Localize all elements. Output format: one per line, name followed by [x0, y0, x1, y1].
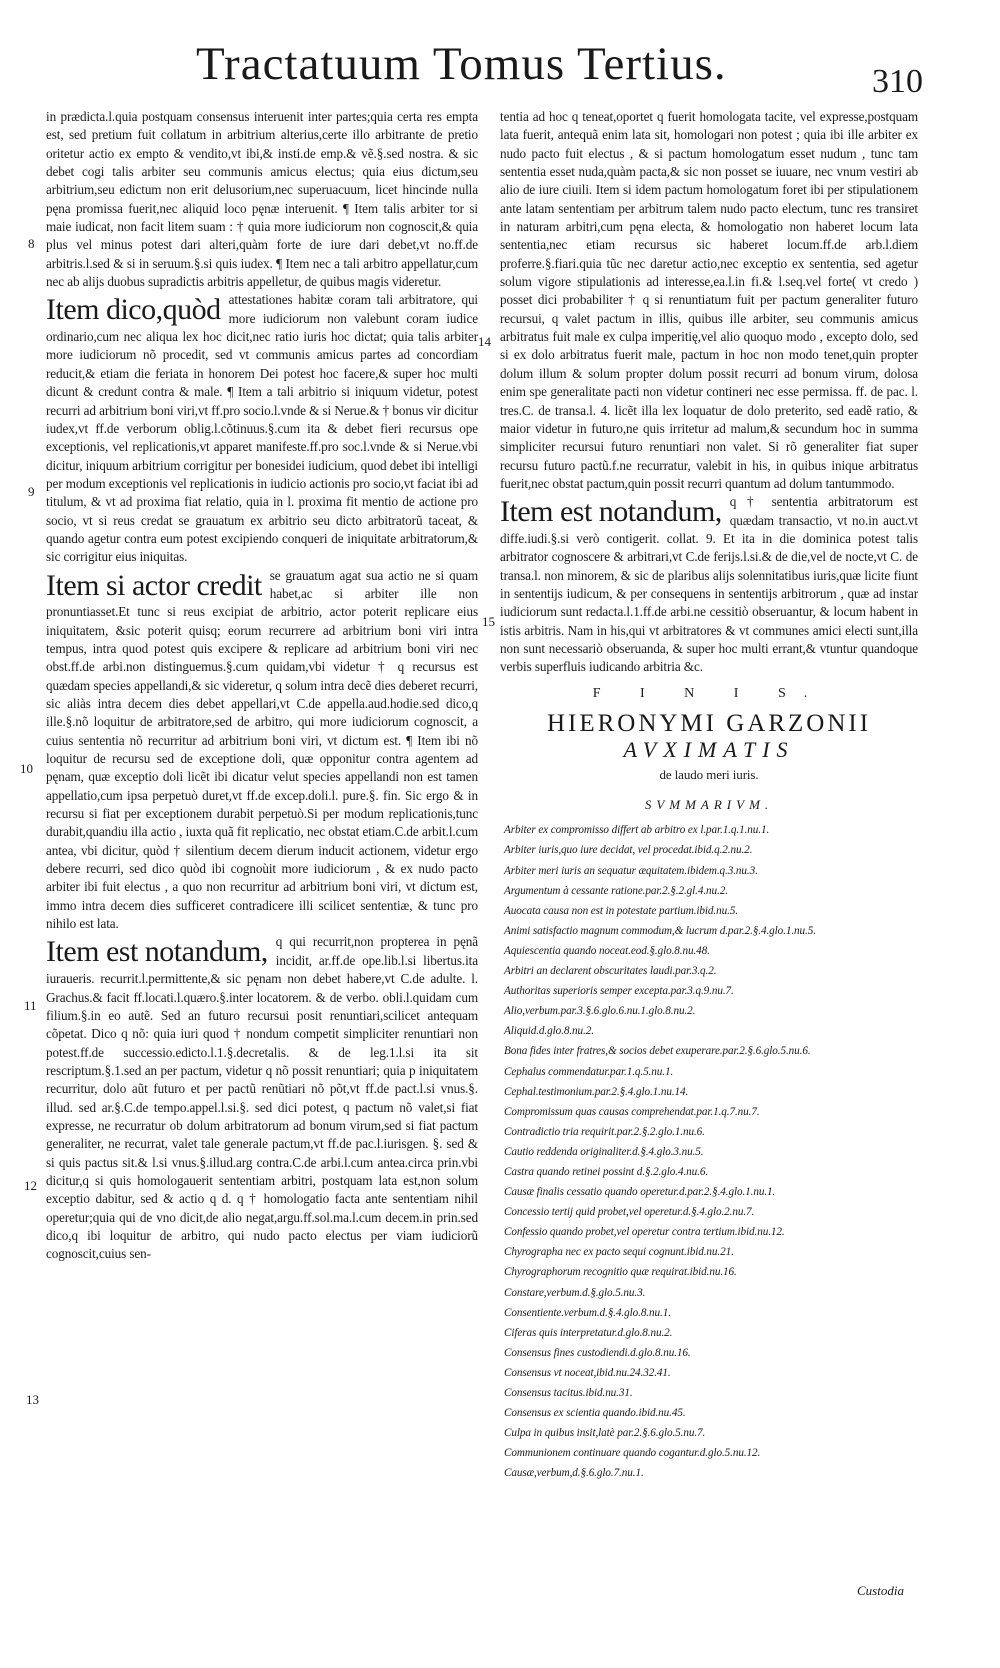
index-entry: Causæ,verbum,d.§.6.glo.7.nu.1.	[504, 1467, 644, 1480]
index-entry: Concessio tertij quid probet,vel operetur.d.§.4.glo.2.nu.7.	[504, 1206, 755, 1219]
margin-number: 10	[20, 761, 33, 776]
margin-number: 13	[26, 1392, 39, 1407]
index-entry: Animi satisfactio magnum commodum,& lucrum d.par.2.§.4.glo.1.nu.5.	[504, 924, 816, 937]
summary-index	[500, 820, 918, 1483]
margin-number: 9	[28, 484, 35, 499]
index-entry: Confessio quando probet,vel operetur contra tertium.ibid.nu.12.	[504, 1226, 785, 1239]
index-entry: Chyrographa nec ex pacto sequi cognunt.ibid.nu.21.	[504, 1246, 734, 1259]
paragraph-text: q † sententia arbitratorum est quædam transactio, vt no.in auct.vt diffe.iudi.§.si verò contigerit. collat. 9. Et ita in die dominica potest talis arbitrator cognoscere & arbitrari,vt C.de ferijs.l.si.& de die,vel de nocte,vt C. de transa.l. non minorem, & sic de plaribus alijs solennitatibus iuris,quæ licite fiunt in sententijs iudicum, & per consequens in sententijs arbitrorum , quæ ad instar iudiciorum sunt redacta.l.1.ff.de arbi.ne cessitiò obseruantur, & locum habent in istis arbitris. Nam in his,qui vt arbitratores & vt communes amici electi sunt,illa non sunt necessariò obseruanda, & super hoc multi errant,& vtuntur quandoque verbis superfluis iudicando arbitria &c.	[500, 494, 918, 675]
index-entry: Arbiter iuris,quo iure decidat, vel procedat.ibid.q.2.nu.2.	[504, 844, 753, 857]
left-column	[46, 108, 478, 1264]
summarium-heading: SVMMARIVM.	[644, 797, 774, 813]
index-entry: Argumentum à cessante ratione.par.2.§.2.gl.4.nu.2.	[504, 884, 728, 897]
author-origin: AVXIMATIS	[623, 737, 795, 763]
index-entry: Communionem continuare quando cogantur.d.glo.5.nu.12.	[504, 1447, 761, 1460]
page-number: 310	[872, 63, 923, 100]
right-column	[500, 108, 918, 1483]
index-entry: Compromissum quas causas comprehendat.par.1.q.7.nu.7.	[504, 1105, 760, 1118]
margin-number: 12	[24, 1178, 37, 1193]
index-entry: Consensus ex scientia quando.ibid.nu.45.	[504, 1407, 686, 1420]
index-entry: Alio,verbum.par.3.§.6.glo.6.nu.1.glo.8.nu.2.	[504, 1005, 696, 1018]
index-entry: Consensus vt noceat,ibid.nu.24.32.41.	[504, 1366, 671, 1379]
paragraph-lead: Item est notandum,	[46, 935, 268, 969]
margin-number: 11	[24, 998, 37, 1013]
index-entry: Arbiter ex compromisso differt ab arbitro ex l.par.1.q.1.nu.1.	[504, 824, 770, 837]
paragraph-lead: Item est notandum,	[500, 495, 722, 529]
paragraph-text: q qui recurrit,non propterea in pęnã incidit, ar.ff.de ope.lib.l.si libertus.ita iuraueris. recurrit.l.permittente,& sic pęnam non debet habere,vt C.de adulte. l. Grachus.& facit ff.locati.l.quæro.§.inter locatorem. & de verbo. obli.l.quidam cum filium.§.in eo autẽ. Sed an futuro recursui posit renuntiari,scilicet antequam cõpetat. Dico q nõ: quia iuri quod † nondum competit simpliciter renuntiari non potest.ff.de successio.edicto.l.1.§.decretalis. & de leg.1.l.si ita sit rescriptum.§.1.sed an per pactum, videtur q nõ possit renuntiari; quia p iniquitatem recurritur, dolo aũt futuro et per pactũ renũtiari nõ põt,vt ff.de pact.l.si vnus.§. illud. sed ar.§.C.de tempo.appel.l.si.§. sed dici potest, q pactum nõ valet,si fiat expresse, ne recurratur ob dolum arbitratorum ad bonum virum,sed si fiat pactum generaliter, ne recurrat, valet tale generale pactum,vt ff.de pac.l.iurisgen. §. sed & si quis pactus sit.& l.si vnus.§.illud.arg contra.C.de arbi.l.cum antea.circa prin.vbi dicitur,q si quis homologauerit sententiam arbitri, postquam lata est,non solum exceptio dabitur, sed & actio q d. q † homologatio facta ante sententiam nihil operetur;quia qui de vno dicit,de alio negat,argu.ff.sol.ma.l.cum decem.in prin.sed dico,q ibi loquitur de arbitro, qui nudo pacto electus per viam iudiciorũ cognoscit,cuius sen-	[46, 934, 478, 1262]
index-entry: Aliquid.d.glo.8.nu.2.	[504, 1025, 594, 1038]
index-entry: Cephalus commendatur.par.1.q.5.nu.1.	[504, 1065, 674, 1078]
index-entry: Consensus fines custodiendi.d.glo.8.nu.16.	[504, 1346, 691, 1359]
paragraph-lead: Item dico,quòd	[46, 293, 221, 327]
paragraph: tentia ad hoc q teneat,oportet q fuerit homologata tacite, vel expresse,postquam lata fuerit, antequã enim lata sit, homologari non potest ; quia ibi ille arbiter ex nudo pacto fuit electus , & si pactum homologatum esset nudum , tunc tam sententia esset nuda,quàm pacta,& sic non posset se iuuare, nec vnum vestiri ab alio de iure ciuili. Item si idem pactum homologatum foret ibi per stipulationem ante latam sententiam per arbitrum talem nudo pacto electum, tunc res transiret in naturam arbitri,cum pęna electa, & homologatio non haberet locum lata sententia,nec etiam recursus sic haberet locum.ff.de arb.l.diem proferre.§.fiari.quia tũc nec daretur actio,nec exceptio ex sententia, sed agetur solum vigore stipulationis ad interesse,ea.l.in fi.& l.seq.vel forte( vt credo ) posset dici probabiliter † q si renuntiatum fuit per pactum generaliter futuro recursui, q valet pactum in illis, quibus ille arbiter, seu communis amicus arbitratus fuit male ex culpa imperitię,vel alio quoquo modo , excepto dolo, sed si ex dolo arbitratus fuerit male, pactum in hoc non modo tenet,quin propter dolum illum & solum propter dolum possit recurri ad bonum virum, dolosa enim spe generalitate pacti non videtur contineri nec esse permissa. ff. de pac. l. tres.C. de transa.l. 4. licẽt illa lex loquatur de dolo preterito, sed eadẽ ratio, & maior videtur in futuro,ne quis irritetur ad malum,& secundum hoc in summa simpliciter recursui futuro renuntiari non valet. Si rõ generaliter fiat super recursu futuro pactũ.f.ne recurratur, valebit in his, in quibus inique arbitratus fuerit,nec obstat pactum,quin possit recurri quantum ad dolum tantummodo.	[500, 109, 918, 491]
catchword: Custodia	[857, 1583, 904, 1598]
paragraph: in prædicta.l.quia postquam consensus interuenit inter partes;quia certa res empta est, sed pretium fuit collatum in arbitrium alterius,certe illo arbitrante de pretio oritetur actio ex empto & vendito,vt ibi,& insti.de emp.& vẽ.§.sed nostra. & sic debet cogi talis arbiter seu communis amicus electus; quia eius dictum,seu arbitrium,seu edictum non erit delusorium,nec superuacuum, licet hincinde nulla pęna promissa fuerit,nec aliquid loco pęnæ interuenit. ¶ Item talis arbiter tor si maie iudicat, non facit litem suam : † quia more iudiciorum non cognoscit,& quia plus vel minus potest dari alteri,quàm forte de iure dari debet,vt no.ff.de arbitris.l.sed & si in seruum.§.si quis iudex. ¶ Item nec a tali arbitro appellatur,cum nec ab alijs duobus supradictis arbitris appelletur, de quibus magis videretur.	[46, 109, 478, 290]
paragraph-lead: Item si actor credit	[46, 568, 262, 602]
index-entry: Arbitri an declarent obscuritates laudi.par.3.q.2.	[504, 965, 717, 978]
margin-number: 14	[478, 334, 491, 349]
index-entry: Contradictio tria requirit.par.2.§.2.glo.1.nu.6.	[504, 1125, 705, 1138]
paragraph-item-notandum-2	[500, 493, 918, 676]
index-entry: Constare,verbum.d.§.glo.5.nu.3.	[504, 1286, 646, 1299]
index-entry: Castra quando retinei possint d.§.2.glo.4.nu.6.	[504, 1165, 709, 1178]
margin-number: 15	[482, 614, 495, 629]
index-entry: Culpa in quibus insit,latè par.2.§.6.glo.5.nu.7.	[504, 1427, 706, 1440]
paragraph-text: se grauatum agat sua actio ne si quam habet,ac si arbiter ille non pronuntiasset.Et tunc si reus excipiat de arbitrio, actor poterit replicare eius iniquitatem, &sic poterit quisq; eorum recurrere ad arbitrium boni viri intra tempus, intra quod potest quis excipere & replicare ad arbitrium boni viri nec obst.ff.de arbi.non distinguemus.§.cum quidam,vbi videtur † q recursus est quædam species appellandi,& sic videretur, q solum intra decẽ dies deberet recurri, sic aliàs intra decem dies debet appellari,vt C.de appella.aud.hodie.sed dico,q ille.§.nõ loquitur de arbitratore,sed de arbitro, qui more iudiciorum cognoscit, a cuius sententia nõ recurritur ad arbitrium boni viri, vt dictum est. ¶ Item ibi nõ loquitur de recursu sed de exceptione doli, quæ opponitur contra agentem ad pęnam, quæ exceptio doli licẽt ibi dicatur velut species appellandi non est tamen appellatio,cum ipsa perpetuò duret,vt ff.de excep.doli.l. pure.§. fin. Sic ergo & in recursu si fiat per exceptionem durabit perpetuò.Si per modum replicationis,tunc durabit,quandiu illa actio , iuxta quã fit replicatio, nec obstat etiam.C.de arbit.l.cum antea, vbi dicitur, quòd † silentium decem dierum inducit actionem, videtur ergo debere recurri, sed dico quòd ibi cognoùit more iudiciorum , & ex nudo pacto arbiter ibi fuit electus , a quo non recurritur ad arbitrium boni viri, vt dictum est, immo intra decem dies sufficeret contradicere illi scilicet sententiæ, & tunc pro nihilo est lata.	[46, 567, 478, 932]
index-entry: Chyrographorum recognitio quæ requirat.ibid.nu.16.	[504, 1266, 737, 1279]
author-name: HIERONYMI GARZONII	[546, 710, 872, 737]
index-entry: Cautio reddenda originaliter.d.§.4.glo.3.nu.5.	[504, 1145, 704, 1158]
index-entry: Authoritas superioris semper excepta.par.3.q.9.nu.7.	[504, 985, 734, 998]
paragraph-text: attestationes habitæ coram tali arbitratore, qui more iudiciorum non valebunt coram iudice ordinario,cum nec aliqua lex hoc dicit,nec ratio iuris hoc dictat; quia talis arbiter more iudiciorum nõ procedit, sed vt communis amicus partes ad concordiam reducit,& etiam die feriata in honorem Dei potest hoc facere,& super hoc multi dicunt & credunt contra & male. ¶ Item a tali arbitrio si iniquum videtur, potest recurri ad arbitrium boni viri,vt ff.pro socio.l.vnde & si Nerue.& † bonus vir dicitur iudex,vt ff.de verborum oblig.l.cõtinuus.§.cum ita & debet fieri recursus ope exceptionis, vel replicationis,vt apparet manifeste.ff.pro soc.l.vnde & si Nerue.vbi dicitur, iniquum arbitrium corrigitur per bonesidei iudicium, quod debet ibi intelligi per modum exceptionis vel replicationis in iudicio actionis pro socio,vt faciat ibi ad titulum, & vt ad proxima fiat relatio, quia in l. proxima fit mentio de actione pro socio, vt si reus credat se grauatum ex arbitrio seu dicto arbitratorũ taceat, & quando agetur contra eum potest excipiendo conqueri de iniquitate arbitratorum,& sic corrigitur eius iniquitas.	[46, 292, 478, 565]
work-subtitle: de laudo meri iuris.	[659, 766, 759, 782]
margin-number: 8	[28, 236, 35, 251]
running-title: Tractatuum Tomus Tertius.	[196, 38, 727, 90]
paragraph-item-actor	[46, 567, 478, 934]
paragraph-item-dico	[46, 291, 478, 566]
index-entry: Causæ finalis cessatio quando operetur.d.par.2.§.4.glo.1.nu.1.	[504, 1186, 776, 1199]
index-entry: Consentiente.verbum.d.§.4.glo.8.nu.1.	[504, 1306, 671, 1319]
index-entry: Auocata causa non est in potestate partium.ibid.nu.5.	[504, 904, 738, 917]
index-entry: Consensus tacitus.ibid.nu.31.	[504, 1387, 633, 1399]
finis-label: F I N I S.	[592, 685, 826, 701]
index-entry: Bona fides inter fratres,& socios debet exuperare.par.2.§.6.glo.5.nu.6.	[504, 1045, 811, 1058]
index-entry: Arbiter meri iuris an sequatur æquitatem.ibidem.q.3.nu.3.	[504, 864, 758, 877]
index-entry: Aquiescentia quando noceat.eod.§.glo.8.nu.48.	[504, 944, 710, 957]
index-entry: Cephal.testimonium.par.2.§.4.glo.1.nu.14.	[504, 1085, 689, 1098]
paragraph-item-notandum	[46, 933, 478, 1263]
index-entry: Ciferas quis interpretatur.d.glo.8.nu.2.	[504, 1326, 673, 1339]
